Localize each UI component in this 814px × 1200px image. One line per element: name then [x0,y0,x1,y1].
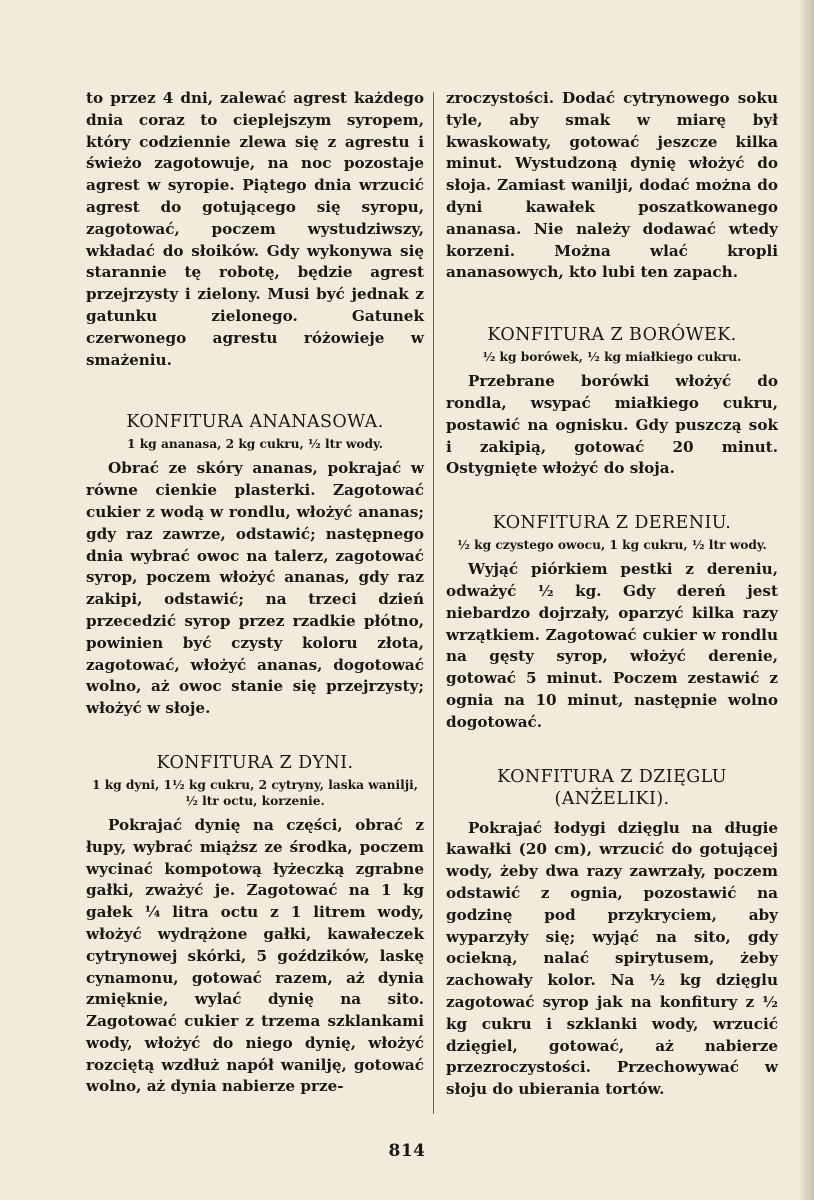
left-column [86,88,424,1098]
recipe-dereniu [446,512,778,733]
recipe-text: Pokrajać łodygi dzięglu na długie kawałki (20 cm), wrzucić do gotującej wody, żeby dwa razy zawrzały, poczem odstawić z ognia, pozostawić na godzinę pod przykryciem, aby wyparzyły się; wyjąć na sito, gdy ociekną, nalać spirytusem, żeby zachowały kolor. Na ½ kg dzięglu zagotować syrop jak na konfitury z ½ kg cukru i szklanki wody, wrzucić dzięgiel, gotować, aż nabierze przezroczystości. Przechowywać w słoju do ubierania tortów. [446,818,778,1099]
recipe-title: KONFITURA ANANASOWA. [126,412,384,433]
page-edge [798,0,814,1200]
intro-paragraph: to przez 4 dni, zalewać agrest każdego dnia coraz to cieplejszym syropem, który codziennie zlewa się z agrestu i świeżo zagotowuje, na noc pozostaje agrest w syropie. Piątego dnia wrzucić agrest do gotującego się syropu, zagotować, poczem wystudziwszy, wkładać do słoików. Gdy wykonywa się starannie tę robotę, będzie agrest przejrzysty i zielony. Musi być jednak z gatunku zielonego. Gatunek czerwonego agrestu różowieje w smażeniu. [86,89,424,369]
recipe-title: KONFITURA Z BORÓWEK. [487,325,737,346]
column-divider [433,92,434,1114]
recipe-title: KONFITURA Z DERENIU. [492,513,732,534]
page-number: 814 [388,1141,426,1161]
dyni-continued-paragraph: zroczystości. Dodać cytrynowego soku tyle, aby smak w miarę był kwaskowaty, gotować jeszcze kilka minut. Wystudzoną dynię włożyć do słoja. Zamiast wanilji, dodać można do dyni kawałek poszatkowanego ananasa. Nie należy dodawać wtedy korzeni. Można wlać kropli ananasowych, kto lubi ten zapach. [446,89,778,282]
recipe-title: KONFITURA Z DZIĘGLU (ANŻELIKI). [497,766,727,809]
recipe-text: Wyjąć piórkiem pestki z dereniu, odważyć ½ kg. Gdy dereń jest niebardzo dojrzały, oparzyć kilka razy wrzątkiem. Zagotować cukier w rondlu na gęsty syrop, włożyć derenie, gotować 5 minut. Poczem zestawić z ognia na 10 minut, następnie wolno dogotować. [446,560,778,731]
right-column [446,88,778,1101]
recipe-dyni [86,752,424,1098]
recipe-text: Pokrajać dynię na części, obrać z łupy, wybrać miąższ ze środka, poczem wycinać kompotową łyżeczką zgrabne gałki, zważyć je. Zagotować na 1 kg gałek ¼ litra octu z 1 litrem wody, włożyć wydrążone gałki, kawałeczek cytrynowej skórki, 5 goździków, laskę cynamonu, gotować razem, aż dynia zmięknie, wylać dynię na sito. Zagotować cukier z trzema szklankami wody, włożyć do niego dynię, włożyć rozciętą wzdłuż napół wanilję, gotować wolno, aż dynia nabierze prze- [86,815,424,1096]
recipe-title: KONFITURA Z DYNI. [156,752,354,773]
recipe-ananasowa [86,411,424,720]
recipe-borowek [446,324,778,480]
recipe-dzieglu [446,766,778,1101]
recipe-ingredients: ½ kg czystego owocu, 1 kg cukru, ½ ltr wody. [457,538,767,553]
recipe-ingredients: 1 kg ananasa, 2 kg cukru, ½ ltr wody. [127,437,383,452]
recipe-text: Obrać ze skóry ananas, pokrajać w równe cienkie plasterki. Zagotować cukier z wodą w rondlu, włożyć ananas; gdy raz zawrze, odstawić; następnego dnia wybrać owoc na talerz, zagotować syrop, poczem włożyć ananas, gdy raz zakipi, odstawić; na trzeci dzień przecedzić syrop przez rzadkie płótno, powinien być czysty koloru złota, zagotować, włożyć ananas, dogotować wolno, aż owoc stanie się przejrzysty; włożyć w słoje. [86,459,424,718]
recipe-text: Przebrane borówki włożyć do rondla, wsypać miałkiego cukru, postawić na ognisku. Gdy puszczą sok i zakipią, gotować 20 minut. Ostygnięte włożyć do słoja. [446,372,778,478]
recipe-ingredients: 1 kg dyni, 1½ kg cukru, 2 cytryny, laska wanilji, ½ ltr octu, korzenie. [91,777,419,808]
recipe-ingredients: ½ kg borówek, ½ kg miałkiego cukru. [482,350,742,365]
